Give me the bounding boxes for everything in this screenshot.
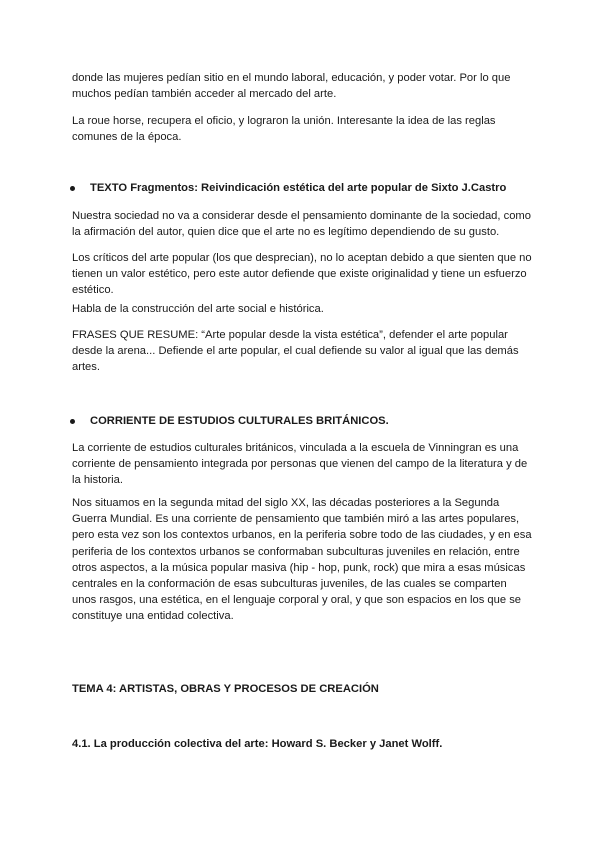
paragraph-siglo-xx: Nos situamos en la segunda mitad del siglo XX, las décadas posteriores a la Segunda Guerra Mundial. Es una corriente de pensamiento que también miró a las artes populares, pero esta vez son los contextos urbanos, en la periferia sobre todo de las ciudades, y en esa periferia de los contextos urbanos se conformaban subculturas juveniles en relación, entre otros aspectos, a la música popular masiva (hip - hop, punk, rock) que mira a esas músicas centrales en la conformación de esas subculturas juveniles, de las cuales se comparten unos rasgos, una estética, en el lenguaje corporal y oral, y que son espacios en los que se constituye una entidad colectiva. [72,497,532,623]
bullet-texto-fragmentos [90,180,506,196]
bullet-dot-icon [70,419,75,424]
paragraph-criticos: Los críticos del arte popular (los que desprecian), no lo aceptan debido a que sienten que no tienen un valor estético, pero este autor defiende que existe originalidad y tiene un esfuerzo estético. [72,252,532,297]
bullet-text: TEXTO Fragmentos: Reivindicación estética del arte popular de Sixto J.Castro [90,182,507,194]
heading-section-4-1: 4.1. La producción colectiva del arte: Howard S. Becker y Janet Wolff. [72,738,443,750]
paragraph-frases: FRASES QUE RESUME: “Arte popular desde la vista estética”, defender el arte popular desde la arena... Defiende el arte popular, el cual defiende su valor al igual que las demás artes. [72,329,519,374]
paragraph-sociedad: Nuestra sociedad no va a considerar desde el pensamiento dominante de la sociedad, como la afirmación del autor, quien dice que el arte no es legítimo dependiendo de su gusto. [72,210,531,239]
bullet-corriente-estudios [90,413,389,429]
paragraph-corriente: La corriente de estudios culturales británicos, vinculada a la escuela de Vinningran es una corriente de pensamiento integrada por personas que vienen del campo de la literatura y de la historia. [72,442,528,487]
paragraph-roue-horse: La roue horse, recupera el oficio, y lograron la unión. Interesante la idea de las reglas comunes de la época. [72,115,496,144]
paragraph-mujeres: donde las mujeres pedían sitio en el mundo laboral, educación, y poder votar. Por lo que muchos pedían también acceder al mercado del arte. [72,72,511,101]
paragraph-construccion: Habla de la construcción del arte social e histórica. [72,303,324,315]
bullet-text: CORRIENTE DE ESTUDIOS CULTURALES BRITÁNICOS. [90,415,389,427]
bullet-dot-icon [70,186,75,191]
heading-tema-4: TEMA 4: ARTISTAS, OBRAS Y PROCESOS DE CREACIÓN [72,683,379,695]
